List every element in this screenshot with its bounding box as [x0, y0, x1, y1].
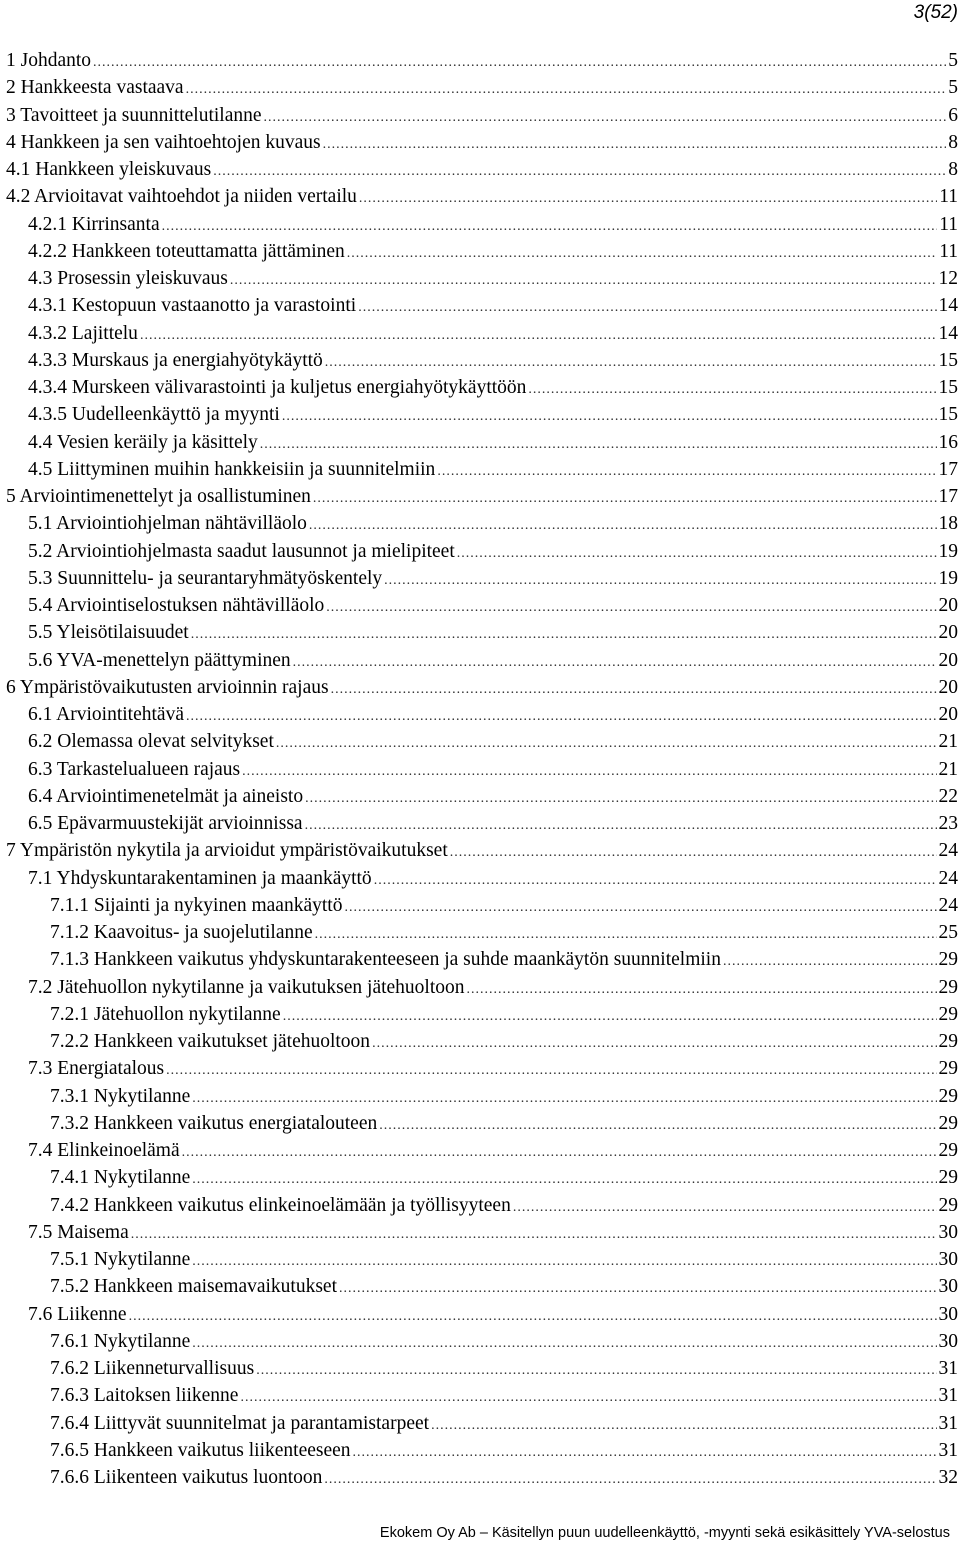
toc-leader-dots	[240, 1382, 936, 1411]
toc-leader-dots	[305, 810, 937, 839]
toc-entry[interactable]	[6, 74, 958, 101]
toc-entry-label: 4.3.1 Kestopuun vastaanotto ja varastointi	[28, 295, 357, 317]
toc-leader-dots	[305, 783, 936, 812]
toc-entry-page: 30	[938, 1330, 958, 1352]
toc-leader-dots	[192, 1328, 936, 1357]
toc-entry-label: 7.5 Maisema	[28, 1221, 129, 1243]
toc-entry[interactable]	[6, 647, 958, 674]
toc-entry[interactable]	[6, 238, 958, 265]
toc-entry-page: 8	[948, 159, 958, 180]
toc-entry[interactable]	[6, 510, 958, 537]
toc-entry[interactable]	[6, 1001, 958, 1028]
toc-entry[interactable]	[6, 483, 958, 510]
toc-entry-label: 7.6.4 Liittyvät suunnitelmat ja parantamistarpeet	[50, 1412, 430, 1434]
toc-entry-label: 7.6.3 Laitoksen liikenne	[50, 1385, 239, 1407]
toc-entry[interactable]	[6, 1164, 958, 1191]
toc-entry-label: 6.2 Olemassa olevat selvitykset	[28, 731, 274, 753]
toc-leader-dots	[192, 1083, 936, 1112]
table-of-contents	[6, 47, 958, 1491]
toc-entry-page: 29	[938, 1167, 958, 1189]
toc-leader-dots	[264, 102, 947, 131]
toc-entry-label: 7.1.1 Sijainti ja nykyinen maankäyttö	[50, 894, 343, 916]
toc-entry[interactable]	[6, 1355, 958, 1382]
toc-entry-label: 7.2.2 Hankkeen vaikutukset jätehuoltoon	[50, 1031, 371, 1052]
toc-entry[interactable]	[6, 701, 958, 728]
toc-entry[interactable]	[6, 538, 958, 565]
toc-leader-dots	[326, 592, 936, 621]
toc-entry-page: 17	[938, 458, 958, 480]
toc-entry-label: 2 Hankkeesta vastaava	[6, 77, 184, 99]
toc-entry-page: 29	[938, 1140, 958, 1161]
toc-entry-label: 7.6.1 Nykytilanne	[50, 1330, 191, 1352]
toc-leader-dots	[186, 701, 937, 730]
toc-entry[interactable]	[6, 1301, 958, 1328]
toc-entry-page: 29	[938, 1058, 958, 1080]
toc-entry-page: 16	[938, 431, 958, 453]
toc-entry[interactable]	[6, 429, 958, 456]
toc-entry-page: 20	[938, 595, 958, 616]
toc-entry-label: 5.6 YVA-menettelyn päättyminen	[28, 649, 291, 671]
toc-entry-page: 14	[938, 295, 958, 317]
toc-leader-dots	[166, 1055, 936, 1084]
toc-entry[interactable]	[6, 783, 958, 810]
toc-leader-dots	[359, 183, 937, 212]
toc-entry-label: 4.2.2 Hankkeen toteuttamatta jättäminen	[28, 240, 345, 262]
toc-entry-page: 17	[938, 486, 958, 507]
toc-entry[interactable]	[6, 756, 958, 783]
toc-entry-label: 7.2 Jätehuollon nykytilanne ja vaikutuksen jätehuoltoon	[28, 976, 465, 998]
toc-leader-dots	[192, 1164, 936, 1193]
toc-entry[interactable]	[6, 1382, 958, 1409]
toc-entry-label: 7.6.6 Liikenteen vaikutus luontoon	[50, 1467, 323, 1488]
toc-entry-page: 29	[938, 949, 958, 971]
toc-leader-dots	[372, 1028, 936, 1057]
toc-entry-page: 20	[938, 704, 958, 725]
toc-leader-dots	[191, 619, 937, 648]
toc-leader-dots	[358, 292, 936, 321]
toc-entry-page: 20	[938, 649, 958, 671]
toc-entry-label: 4.1 Hankkeen yleiskuvaus	[6, 159, 212, 180]
toc-entry[interactable]	[6, 865, 958, 892]
toc-entry-page: 31	[938, 1358, 958, 1379]
toc-leader-dots	[374, 865, 937, 894]
toc-leader-dots	[256, 1355, 936, 1384]
toc-entry[interactable]	[6, 456, 958, 483]
toc-leader-dots	[723, 946, 937, 975]
toc-entry-label: 4.2 Arvioitavat vaihtoehdot ja niiden vertailu	[6, 186, 357, 208]
toc-entry-label: 3 Tavoitteet ja suunnittelutilanne	[6, 104, 262, 126]
toc-entry-page: 21	[938, 758, 958, 780]
toc-entry[interactable]	[6, 401, 958, 428]
toc-entry-page: 30	[938, 1221, 958, 1243]
toc-entry-label: 5.2 Arviointiohjelmasta saadut lausunnot ja mielipiteet	[28, 540, 455, 562]
toc-entry-label: 6.1 Arviointitehtävä	[28, 704, 184, 725]
toc-entry-page: 31	[938, 1385, 958, 1407]
toc-entry[interactable]	[6, 211, 958, 238]
toc-leader-dots	[230, 265, 937, 294]
toc-entry-label: 4.3 Prosessin yleiskuvaus	[28, 268, 228, 289]
toc-entry-page: 25	[938, 922, 958, 943]
toc-entry[interactable]	[6, 292, 958, 319]
toc-entry-page: 20	[938, 676, 958, 698]
toc-entry[interactable]	[6, 102, 958, 129]
toc-entry[interactable]	[6, 47, 958, 74]
toc-leader-dots	[192, 1246, 936, 1275]
toc-entry[interactable]	[6, 1055, 958, 1082]
toc-entry-label: 7.1.3 Hankkeen vaikutus yhdyskuntarakenteeseen ja suhde maankäytön suunnitelmiin	[50, 949, 721, 971]
toc-entry-label: 7.1 Yhdyskuntarakentaminen ja maankäyttö	[28, 867, 372, 889]
toc-entry-page: 31	[938, 1439, 958, 1461]
toc-entry-page: 30	[938, 1303, 958, 1325]
toc-entry-page: 5	[948, 77, 958, 99]
toc-leader-dots	[93, 47, 946, 76]
toc-entry-label: 4.3.4 Murskeen välivarastointi ja kuljetus energiahyötykäyttöön	[28, 377, 527, 398]
toc-entry-page: 24	[938, 840, 958, 862]
toc-entry[interactable]	[6, 728, 958, 755]
toc-leader-dots	[213, 156, 946, 185]
toc-entry-label: 1 Johdanto	[6, 50, 92, 71]
toc-entry-page: 30	[938, 1276, 958, 1298]
toc-entry-label: 4.5 Liittyminen muihin hankkeisiin ja suunnitelmiin	[28, 458, 436, 480]
toc-entry-label: 5.1 Arviointiohjelman nähtävilläolo	[28, 513, 307, 535]
toc-entry-page: 29	[938, 1085, 958, 1107]
page-number: 3(52)	[913, 2, 958, 23]
toc-entry-label: 6.3 Tarkastelualueen rajaus	[28, 758, 241, 780]
toc-entry-label: 7 Ympäristön nykytila ja arvioidut ympäristövaikutukset	[6, 840, 448, 862]
toc-entry-label: 7.5.2 Hankkeen maisemavaikutukset	[50, 1276, 338, 1298]
toc-leader-dots	[131, 1219, 937, 1248]
document-footer: Ekokem Oy Ab – Käsitellyn puun uudelleenkäyttö, -myynti sekä esikäsittely YVA-selostus	[379, 1525, 950, 1541]
toc-entry-page: 29	[938, 1031, 958, 1052]
toc-entry[interactable]	[6, 892, 958, 919]
toc-entry[interactable]	[6, 1410, 958, 1437]
toc-leader-dots	[379, 1110, 936, 1139]
toc-entry-page: 29	[938, 976, 958, 998]
toc-leader-dots	[313, 483, 937, 512]
toc-entry[interactable]	[6, 1437, 958, 1464]
toc-entry[interactable]	[6, 946, 958, 973]
toc-entry-label: 7.3 Energiatalous	[28, 1058, 165, 1080]
toc-entry-label: 5.3 Suunnittelu- ja seurantaryhmätyöskentely	[28, 567, 383, 589]
toc-entry-label: 7.2.1 Jätehuollon nykytilanne	[50, 1003, 281, 1025]
toc-leader-dots	[293, 647, 937, 676]
toc-leader-dots	[140, 320, 937, 349]
toc-leader-dots	[129, 1301, 937, 1330]
toc-leader-dots	[276, 728, 937, 757]
toc-entry-label: 4.3.2 Lajittelu	[28, 322, 138, 344]
toc-leader-dots	[457, 538, 937, 567]
toc-leader-dots	[315, 919, 937, 948]
toc-entry-label: 5 Arviointimenettelyt ja osallistuminen	[6, 486, 311, 507]
toc-entry-page: 15	[938, 349, 958, 371]
toc-entry-label: 4.3.3 Murskaus ja energiahyötykäyttö	[28, 349, 323, 371]
toc-entry[interactable]	[6, 1219, 958, 1246]
toc-entry[interactable]	[6, 619, 958, 646]
toc-entry-page: 11	[939, 213, 958, 235]
toc-leader-dots	[283, 1001, 937, 1030]
toc-entry-label: 4.3.5 Uudelleenkäyttö ja myynti	[28, 404, 280, 426]
toc-entry-label: 5.5 Yleisötilaisuudet	[28, 622, 189, 644]
toc-entry[interactable]	[6, 320, 958, 347]
toc-entry-label: 6.5 Epävarmuustekijät arvioinnissa	[28, 813, 303, 834]
toc-entry[interactable]	[6, 347, 958, 374]
toc-entry[interactable]	[6, 565, 958, 592]
toc-leader-dots	[242, 756, 936, 785]
toc-entry-label: 6.4 Arviointimenetelmät ja aineisto	[28, 785, 304, 807]
toc-entry[interactable]	[6, 810, 958, 837]
toc-entry-label: 4 Hankkeen ja sen vaihtoehtojen kuvaus	[6, 131, 321, 153]
toc-entry-page: 19	[938, 540, 958, 562]
toc-leader-dots	[324, 1464, 936, 1493]
toc-entry-page: 21	[938, 731, 958, 753]
toc-entry-label: 7.6.2 Liikenneturvallisuus	[50, 1358, 255, 1379]
toc-entry[interactable]	[6, 674, 958, 701]
toc-entry-page: 19	[938, 567, 958, 589]
toc-leader-dots	[450, 837, 937, 866]
toc-entry-page: 15	[938, 404, 958, 426]
toc-entry-page: 15	[938, 377, 958, 398]
toc-entry[interactable]	[6, 374, 958, 401]
toc-entry-page: 30	[938, 1249, 958, 1270]
toc-leader-dots	[325, 347, 937, 376]
toc-leader-dots	[513, 1192, 937, 1221]
toc-entry[interactable]	[6, 1464, 958, 1491]
toc-entry-page: 29	[938, 1112, 958, 1134]
toc-entry[interactable]	[6, 1028, 958, 1055]
toc-leader-dots	[182, 1137, 937, 1166]
toc-entry-page: 12	[938, 268, 958, 289]
toc-leader-dots	[344, 892, 936, 921]
toc-entry-page: 11	[939, 240, 958, 262]
toc-entry[interactable]	[6, 974, 958, 1001]
toc-entry[interactable]	[6, 1246, 958, 1273]
toc-entry-page: 14	[938, 322, 958, 344]
toc-leader-dots	[339, 1273, 936, 1302]
toc-entry[interactable]	[6, 129, 958, 156]
toc-entry-label: 5.4 Arviointiselostuksen nähtävilläolo	[28, 595, 325, 616]
toc-entry-label: 7.6 Liikenne	[28, 1303, 127, 1325]
toc-entry-page: 31	[938, 1412, 958, 1434]
toc-entry-label: 6 Ympäristövaikutusten arvioinnin rajaus	[6, 676, 329, 698]
toc-entry-page: 5	[948, 50, 958, 71]
toc-leader-dots	[186, 74, 947, 103]
toc-entry-page: 6	[948, 104, 958, 126]
toc-entry-page: 20	[938, 622, 958, 644]
toc-entry[interactable]	[6, 183, 958, 210]
toc-entry-page: 23	[938, 813, 958, 834]
toc-entry-label: 7.4 Elinkeinoelämä	[28, 1140, 180, 1161]
toc-entry-page: 11	[939, 186, 958, 208]
toc-entry[interactable]	[6, 1328, 958, 1355]
toc-leader-dots	[467, 974, 937, 1003]
toc-leader-dots	[353, 1437, 937, 1466]
toc-entry[interactable]	[6, 1110, 958, 1137]
toc-entry[interactable]	[6, 837, 958, 864]
toc-entry[interactable]	[6, 1137, 958, 1164]
toc-entry[interactable]	[6, 1192, 958, 1219]
toc-leader-dots	[323, 129, 947, 158]
toc-leader-dots	[260, 429, 937, 458]
toc-leader-dots	[162, 211, 938, 240]
toc-entry[interactable]	[6, 1083, 958, 1110]
toc-entry-label: 7.4.2 Hankkeen vaikutus elinkeinoelämään ja työllisyyteen	[50, 1194, 511, 1216]
toc-leader-dots	[331, 674, 937, 703]
toc-entry-page: 24	[938, 894, 958, 916]
toc-leader-dots	[347, 238, 937, 267]
toc-entry-page: 24	[938, 867, 958, 889]
toc-leader-dots	[437, 456, 936, 485]
toc-leader-dots	[309, 510, 937, 539]
toc-entry[interactable]	[6, 156, 958, 183]
toc-entry-label: 4.2.1 Kirrinsanta	[28, 213, 160, 235]
toc-entry-page: 29	[938, 1003, 958, 1025]
toc-entry[interactable]	[6, 592, 958, 619]
toc-leader-dots	[384, 565, 936, 594]
toc-entry[interactable]	[6, 919, 958, 946]
toc-leader-dots	[282, 401, 937, 430]
toc-entry[interactable]	[6, 265, 958, 292]
toc-entry-page: 22	[938, 785, 958, 807]
toc-entry-page: 8	[948, 131, 958, 153]
toc-leader-dots	[431, 1410, 936, 1439]
toc-leader-dots	[528, 374, 936, 403]
toc-entry-label: 7.3.2 Hankkeen vaikutus energiatalouteen	[50, 1112, 378, 1134]
toc-entry-page: 29	[938, 1194, 958, 1216]
toc-entry-page: 18	[938, 513, 958, 535]
toc-entry-label: 7.6.5 Hankkeen vaikutus liikenteeseen	[50, 1439, 351, 1461]
toc-entry-label: 4.4 Vesien keräily ja käsittely	[28, 431, 258, 453]
toc-entry-label: 7.3.1 Nykytilanne	[50, 1085, 191, 1107]
toc-entry[interactable]	[6, 1273, 958, 1300]
toc-entry-label: 7.4.1 Nykytilanne	[50, 1167, 191, 1189]
toc-entry-page: 32	[938, 1467, 958, 1488]
toc-entry-label: 7.1.2 Kaavoitus- ja suojelutilanne	[50, 922, 313, 943]
toc-entry-label: 7.5.1 Nykytilanne	[50, 1249, 191, 1270]
